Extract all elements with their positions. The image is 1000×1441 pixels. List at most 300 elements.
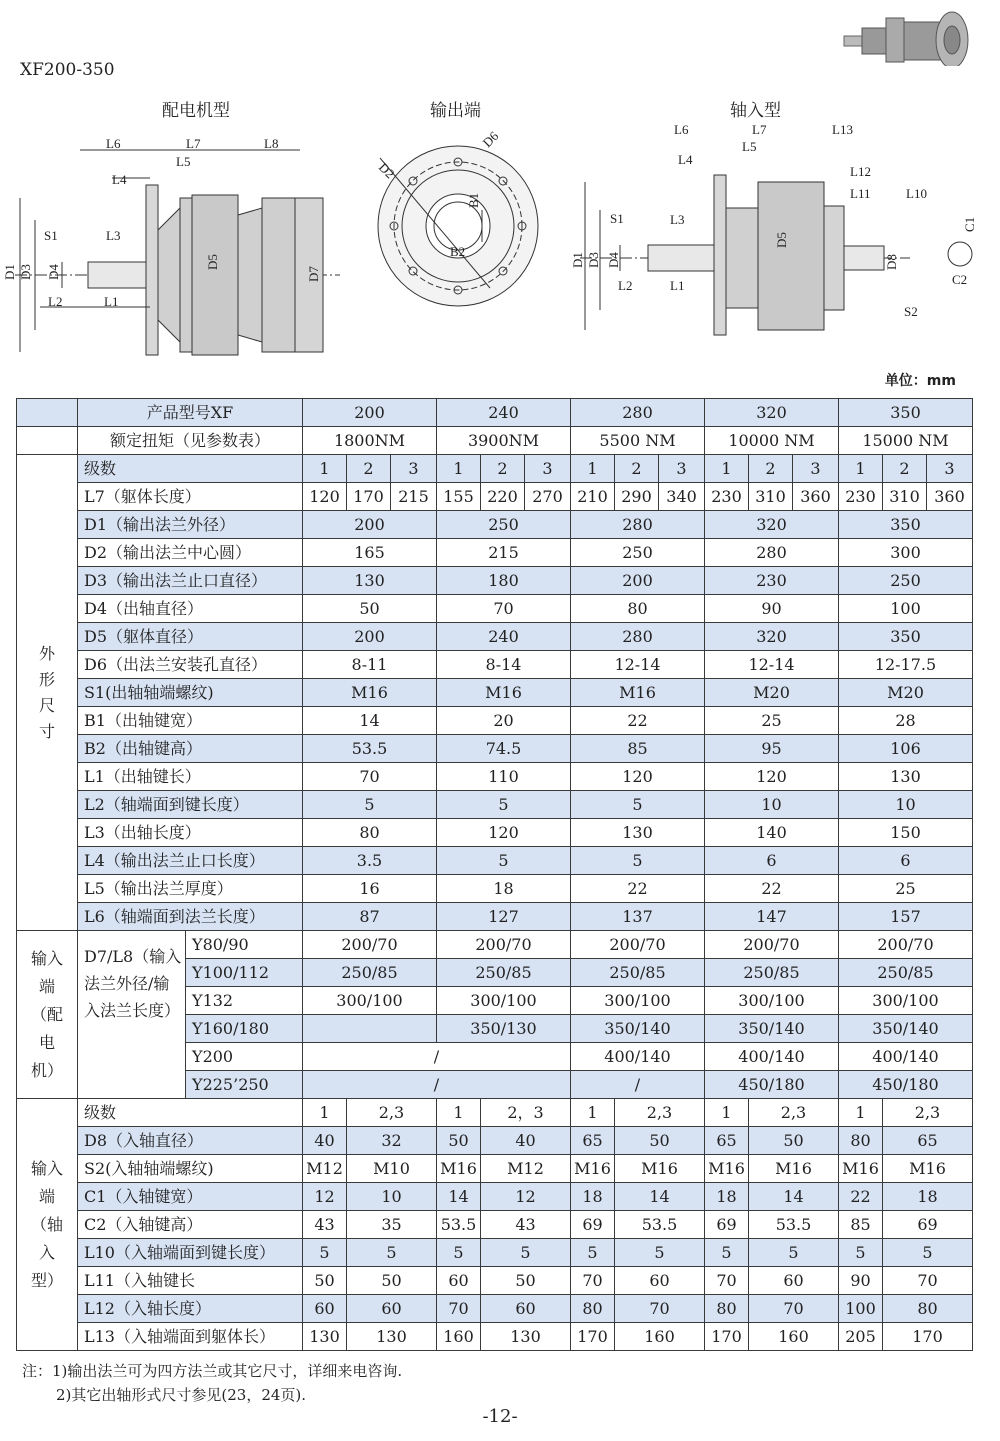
table-row xyxy=(17,735,973,763)
dimension-value: 22 xyxy=(839,1183,883,1211)
group-label-char: 尺 xyxy=(38,695,55,715)
svg-text:L5: L5 xyxy=(742,139,757,154)
svg-text:L5: L5 xyxy=(176,154,191,169)
dimension-value: 60 xyxy=(437,1267,481,1295)
dimension-label: L4（输出法兰止口长度） xyxy=(78,847,303,875)
dimension-value: 280 xyxy=(571,623,705,651)
table-row xyxy=(17,1267,973,1295)
dimension-value: 250 xyxy=(839,567,973,595)
svg-text:S2: S2 xyxy=(904,304,918,319)
dimension-value: 90 xyxy=(839,1267,883,1295)
stage-cell: 1 xyxy=(437,1099,481,1127)
dimension-value: 170 xyxy=(883,1323,973,1351)
motor-value: 200/70 xyxy=(839,931,973,959)
dimension-value: 80 xyxy=(705,1295,749,1323)
dimension-value: 8-11 xyxy=(303,651,437,679)
dimension-value: 200 xyxy=(303,511,437,539)
stage-cell: 3 xyxy=(525,455,571,483)
l7-label: L7（躯体长度） xyxy=(78,483,303,511)
l7-cell: 210 xyxy=(571,483,615,511)
table-row xyxy=(17,1295,973,1323)
svg-text:D4: D4 xyxy=(46,264,61,280)
motor-value: 450/180 xyxy=(839,1071,973,1099)
motor-type-drawing xyxy=(0,120,350,360)
dimension-value: 60 xyxy=(303,1295,347,1323)
dimension-value: 80 xyxy=(839,1127,883,1155)
table-row xyxy=(17,847,973,875)
dimension-value: 80 xyxy=(883,1295,973,1323)
dimension-value: 200 xyxy=(303,623,437,651)
motor-value: / xyxy=(571,1071,705,1099)
dimension-value: 12-14 xyxy=(571,651,705,679)
dimension-value: M20 xyxy=(705,679,839,707)
dimension-label: L10（入轴端面到键长度） xyxy=(78,1239,303,1267)
motor-value: 350/140 xyxy=(571,1015,705,1043)
dimension-value: 106 xyxy=(839,735,973,763)
dimension-label: D8（入轴直径） xyxy=(78,1127,303,1155)
dimension-value: 69 xyxy=(705,1211,749,1239)
motor-value: 350/140 xyxy=(705,1015,839,1043)
dimension-value: M16 xyxy=(437,1155,481,1183)
dimension-value: 60 xyxy=(347,1295,437,1323)
svg-text:D8: D8 xyxy=(884,254,899,270)
group-label-char: 形 xyxy=(38,669,55,689)
dimension-value: 35 xyxy=(347,1211,437,1239)
dimension-value: 18 xyxy=(437,875,571,903)
stage-label: 级数 xyxy=(78,455,303,483)
diagram-title-shaft: 轴入型 xyxy=(730,101,781,121)
dimension-value: 130 xyxy=(481,1323,571,1351)
dimension-value: 16 xyxy=(303,875,437,903)
dimension-value: 5 xyxy=(839,1239,883,1267)
dimension-value: 50 xyxy=(303,595,437,623)
dimension-value: 74.5 xyxy=(437,735,571,763)
dimension-value: M16 xyxy=(571,679,705,707)
dimension-label: D2（输出法兰中心圆） xyxy=(78,539,303,567)
motor-value: 200/70 xyxy=(437,931,571,959)
dimension-value: 5 xyxy=(303,791,437,819)
dimension-value: 280 xyxy=(705,539,839,567)
l7-cell: 220 xyxy=(481,483,525,511)
svg-text:D5: D5 xyxy=(774,232,789,248)
stage-cell: 1 xyxy=(705,455,749,483)
dimension-label: B1（出轴键宽） xyxy=(78,707,303,735)
l7-cell: 230 xyxy=(705,483,749,511)
table-row xyxy=(17,455,973,483)
dimension-value: 70 xyxy=(437,1295,481,1323)
table-row xyxy=(17,567,973,595)
svg-text:L8: L8 xyxy=(264,136,279,151)
svg-text:L3: L3 xyxy=(106,228,121,243)
dimension-value: 50 xyxy=(615,1127,705,1155)
dimension-value: 240 xyxy=(437,623,571,651)
output-end-drawing xyxy=(370,128,550,308)
dimension-value: 53.5 xyxy=(749,1211,839,1239)
dimension-label: L6（轴端面到法兰长度） xyxy=(78,903,303,931)
stage-cell: 3 xyxy=(391,455,437,483)
motor-value: / xyxy=(303,1043,571,1071)
dimension-value: 69 xyxy=(571,1211,615,1239)
dimension-value: 120 xyxy=(571,763,705,791)
dimension-value: 14 xyxy=(303,707,437,735)
motor-frame-label: Y80/90 xyxy=(186,931,303,959)
dimension-value: M16 xyxy=(303,679,437,707)
l7-cell: 310 xyxy=(749,483,793,511)
l7-cell: 215 xyxy=(391,483,437,511)
stage-label: 级数 xyxy=(78,1099,303,1127)
svg-text:L2: L2 xyxy=(48,294,63,309)
dimension-value: 5 xyxy=(615,1239,705,1267)
dimension-value: 10 xyxy=(347,1183,437,1211)
dimension-value: 5 xyxy=(437,791,571,819)
motor-value: 350/140 xyxy=(839,1015,973,1043)
dimension-value: M16 xyxy=(839,1155,883,1183)
dimension-label: L13（入轴端面到躯体长） xyxy=(78,1323,303,1351)
stage-cell: 2,3 xyxy=(883,1099,973,1127)
dimension-value: 160 xyxy=(749,1323,839,1351)
dimension-value: 130 xyxy=(839,763,973,791)
dimension-label: S1(出轴轴端螺纹) xyxy=(78,679,303,707)
dimension-value: M16 xyxy=(883,1155,973,1183)
spec-table xyxy=(16,398,973,1351)
l7-cell: 360 xyxy=(927,483,973,511)
dimension-value: 230 xyxy=(705,567,839,595)
dimension-value: 100 xyxy=(839,1295,883,1323)
dimension-label: B2（出轴键高） xyxy=(78,735,303,763)
dimension-value: 215 xyxy=(437,539,571,567)
table-row xyxy=(17,819,973,847)
stage-cell: 2 xyxy=(347,455,391,483)
dimension-value: 5 xyxy=(481,1239,571,1267)
stage-cell: 1 xyxy=(705,1099,749,1127)
dimension-value: 25 xyxy=(705,707,839,735)
dimension-value: 6 xyxy=(839,847,973,875)
l7-cell: 230 xyxy=(839,483,883,511)
dimension-value: 65 xyxy=(883,1127,973,1155)
table-row xyxy=(17,427,973,455)
dimension-value: 53.5 xyxy=(303,735,437,763)
table-row xyxy=(17,679,973,707)
dimension-value: 6 xyxy=(705,847,839,875)
dimension-value: 22 xyxy=(571,875,705,903)
dimension-value: 18 xyxy=(705,1183,749,1211)
motor-value: 350/130 xyxy=(437,1015,571,1043)
model-header: 350 xyxy=(839,399,973,427)
dimension-value: 5 xyxy=(705,1239,749,1267)
svg-text:L6: L6 xyxy=(674,122,689,137)
svg-text:D3: D3 xyxy=(586,252,601,268)
dimension-value: 130 xyxy=(571,819,705,847)
dimension-value: 160 xyxy=(437,1323,481,1351)
table-row xyxy=(17,483,973,511)
dimension-value: 70 xyxy=(303,763,437,791)
dimension-value: 130 xyxy=(347,1323,437,1351)
stage-cell: 2,3 xyxy=(347,1099,437,1127)
table-row xyxy=(17,707,973,735)
dimension-value: 14 xyxy=(615,1183,705,1211)
dimension-value: 320 xyxy=(705,511,839,539)
motor-value: 200/70 xyxy=(571,931,705,959)
dimension-value: 10 xyxy=(705,791,839,819)
l7-cell: 290 xyxy=(615,483,659,511)
table-row xyxy=(17,903,973,931)
l7-cell: 155 xyxy=(437,483,481,511)
dimension-value: 43 xyxy=(481,1211,571,1239)
dimension-value: 5 xyxy=(749,1239,839,1267)
torque-value: 3900NM xyxy=(437,427,571,455)
dimension-value: 160 xyxy=(615,1323,705,1351)
dimension-value: M16 xyxy=(749,1155,839,1183)
group-motor-input: 输入端（配电机） xyxy=(17,931,78,1099)
group-label-char: 外 xyxy=(38,643,55,663)
stage-cell: 2，3 xyxy=(481,1099,571,1127)
dimension-value: M16 xyxy=(705,1155,749,1183)
dimension-label: S2(入轴轴端螺纹) xyxy=(78,1155,303,1183)
dimension-value: 165 xyxy=(303,539,437,567)
dimension-value: 43 xyxy=(303,1211,347,1239)
model-header: 280 xyxy=(571,399,705,427)
header-corner xyxy=(17,427,78,455)
model-header: 240 xyxy=(437,399,571,427)
table-row xyxy=(17,511,973,539)
dimension-value: 5 xyxy=(303,1239,347,1267)
table-row xyxy=(17,875,973,903)
dimension-value: 147 xyxy=(705,903,839,931)
svg-text:D1: D1 xyxy=(2,264,17,280)
svg-text:B2: B2 xyxy=(450,244,466,259)
dimension-value: 32 xyxy=(347,1127,437,1155)
stage-cell: 2 xyxy=(749,455,793,483)
dimension-value: 85 xyxy=(839,1211,883,1239)
dimension-value: 50 xyxy=(437,1127,481,1155)
stage-cell: 1 xyxy=(303,455,347,483)
svg-text:S1: S1 xyxy=(44,228,58,243)
dimension-label: D4（出轴直径） xyxy=(78,595,303,623)
motor-frame-label: Y132 xyxy=(186,987,303,1015)
dimension-value: M16 xyxy=(615,1155,705,1183)
dimension-label: D6（出法兰安装孔直径） xyxy=(78,651,303,679)
svg-text:L7: L7 xyxy=(752,122,767,137)
svg-text:L7: L7 xyxy=(186,136,201,151)
dimension-value: 12-14 xyxy=(705,651,839,679)
dimension-value: 40 xyxy=(303,1127,347,1155)
dimension-value: 5 xyxy=(571,791,705,819)
table-row xyxy=(17,539,973,567)
torque-value: 5500 NM xyxy=(571,427,705,455)
group-outer-dimensions xyxy=(17,455,78,931)
diagram-title-output: 输出端 xyxy=(430,101,481,121)
motor-value: 250/85 xyxy=(437,959,571,987)
svg-text:B1: B1 xyxy=(466,192,481,208)
dimension-value: 130 xyxy=(303,567,437,595)
note-2: 2)其它出轴形式尺寸参见(23，24页). xyxy=(56,1386,307,1404)
stage-cell: 1 xyxy=(303,1099,347,1127)
dimension-value: 12 xyxy=(481,1183,571,1211)
svg-text:L10: L10 xyxy=(906,186,927,201)
stage-cell: 1 xyxy=(571,1099,615,1127)
svg-text:L13: L13 xyxy=(832,122,853,137)
dimension-value: 70 xyxy=(883,1267,973,1295)
dimension-value: 14 xyxy=(437,1183,481,1211)
table-row xyxy=(17,1239,973,1267)
dimension-value: 50 xyxy=(749,1127,839,1155)
dimension-label: L12（入轴长度） xyxy=(78,1295,303,1323)
svg-text:D2: D2 xyxy=(375,159,398,182)
dimension-value: 50 xyxy=(481,1267,571,1295)
torque-value: 15000 NM xyxy=(839,427,973,455)
dimension-value: 20 xyxy=(437,707,571,735)
dimension-value: 280 xyxy=(571,511,705,539)
dimension-value: 70 xyxy=(749,1295,839,1323)
model-title: XF200-350 xyxy=(20,60,115,80)
dimension-value: 180 xyxy=(437,567,571,595)
table-row xyxy=(17,791,973,819)
table-row xyxy=(17,1211,973,1239)
dimension-value: 69 xyxy=(883,1211,973,1239)
dimension-value: 250 xyxy=(437,511,571,539)
dimension-value: 3.5 xyxy=(303,847,437,875)
svg-text:L3: L3 xyxy=(670,212,685,227)
motor-value: 200/70 xyxy=(705,931,839,959)
svg-text:C2: C2 xyxy=(952,272,968,287)
dimension-value: 65 xyxy=(571,1127,615,1155)
motor-value: 300/100 xyxy=(303,987,437,1015)
dimension-value: 14 xyxy=(749,1183,839,1211)
dimension-value: 12-17.5 xyxy=(839,651,973,679)
svg-text:D5: D5 xyxy=(205,254,220,270)
dimension-label: C1（入轴键宽） xyxy=(78,1183,303,1211)
note-1: 注：1)输出法兰可为四方法兰或其它尺寸，详细来电咨询. xyxy=(22,1362,403,1380)
svg-text:L4: L4 xyxy=(678,152,693,167)
dimension-label: L2（轴端面到键长度） xyxy=(78,791,303,819)
motor-value: 250/85 xyxy=(839,959,973,987)
svg-text:D1: D1 xyxy=(570,252,585,268)
dimension-value: 5 xyxy=(883,1239,973,1267)
dimension-value: M12 xyxy=(303,1155,347,1183)
stage-cell: 3 xyxy=(659,455,705,483)
stage-cell: 1 xyxy=(839,1099,883,1127)
stage-cell: 2,3 xyxy=(615,1099,705,1127)
dimension-value: M16 xyxy=(437,679,571,707)
dimension-value: 170 xyxy=(571,1323,615,1351)
stage-cell: 1 xyxy=(437,455,481,483)
svg-text:S1: S1 xyxy=(610,211,624,226)
dimension-value: 10 xyxy=(839,791,973,819)
svg-text:L12: L12 xyxy=(850,164,871,179)
dimension-value: 28 xyxy=(839,707,973,735)
table-row xyxy=(17,399,973,427)
dimension-value: 18 xyxy=(571,1183,615,1211)
dimension-label: D3（输出法兰止口直径） xyxy=(78,567,303,595)
product-thumbnail xyxy=(842,6,970,66)
svg-text:L1: L1 xyxy=(104,294,119,309)
torque-value: 1800NM xyxy=(303,427,437,455)
motor-sub-label: D7/L8（输入法兰外径/输入法兰长度） xyxy=(78,931,186,1099)
dimension-value: 95 xyxy=(705,735,839,763)
table-row xyxy=(17,1183,973,1211)
table-row xyxy=(17,1127,973,1155)
dimension-value: 170 xyxy=(705,1323,749,1351)
motor-value: 300/100 xyxy=(571,987,705,1015)
dimension-label: D5（躯体直径） xyxy=(78,623,303,651)
motor-value: 300/100 xyxy=(705,987,839,1015)
dimension-value: 85 xyxy=(571,735,705,763)
dimension-value: 70 xyxy=(705,1267,749,1295)
dimension-value: 70 xyxy=(571,1267,615,1295)
table-row xyxy=(17,595,973,623)
motor-value: 400/140 xyxy=(571,1043,705,1071)
dimension-value: 22 xyxy=(705,875,839,903)
table-row xyxy=(17,1323,973,1351)
dimension-value: 157 xyxy=(839,903,973,931)
l7-cell: 270 xyxy=(525,483,571,511)
l7-cell: 310 xyxy=(883,483,927,511)
dimension-label: D1（输出法兰外径） xyxy=(78,511,303,539)
model-header: 320 xyxy=(705,399,839,427)
dimension-value: 150 xyxy=(839,819,973,847)
dimension-value: 350 xyxy=(839,511,973,539)
l7-cell: 120 xyxy=(303,483,347,511)
dimension-value: 120 xyxy=(705,763,839,791)
dimension-value: 70 xyxy=(437,595,571,623)
dimension-value: 5 xyxy=(437,847,571,875)
dimension-value: 5 xyxy=(347,1239,437,1267)
header-corner xyxy=(17,399,78,427)
svg-text:D3: D3 xyxy=(18,264,33,280)
stage-cell: 1 xyxy=(839,455,883,483)
dimension-value: 350 xyxy=(839,623,973,651)
dimension-value: M20 xyxy=(839,679,973,707)
dimension-value: 130 xyxy=(303,1323,347,1351)
dimension-value: 18 xyxy=(883,1183,973,1211)
motor-value: 450/180 xyxy=(705,1071,839,1099)
stage-cell: 2 xyxy=(615,455,659,483)
stage-cell: 1 xyxy=(571,455,615,483)
diagram-title-motor: 配电机型 xyxy=(162,101,230,121)
motor-frame-label: Y200 xyxy=(186,1043,303,1071)
dimension-label: L11（入轴键长 xyxy=(78,1267,303,1295)
table-row xyxy=(17,931,973,959)
unit-label: 单位：mm xyxy=(884,373,956,389)
dimension-value: 80 xyxy=(571,595,705,623)
dimension-value: 50 xyxy=(347,1267,437,1295)
motor-value: 400/140 xyxy=(705,1043,839,1071)
svg-text:L4: L4 xyxy=(112,172,127,187)
group-label-char: 寸 xyxy=(38,721,55,741)
dimension-value: 80 xyxy=(303,819,437,847)
table-row xyxy=(17,763,973,791)
dimension-value: 250 xyxy=(571,539,705,567)
dimension-value: 65 xyxy=(705,1127,749,1155)
stage-cell: 3 xyxy=(793,455,839,483)
dimension-value: 100 xyxy=(839,595,973,623)
dimension-label: C2（入轴键高） xyxy=(78,1211,303,1239)
dimension-value: 40 xyxy=(481,1127,571,1155)
table-row xyxy=(17,1099,973,1127)
svg-text:L1: L1 xyxy=(670,278,685,293)
shaft-input-drawing xyxy=(570,120,980,340)
dimension-value: M10 xyxy=(347,1155,437,1183)
dimension-value: 5 xyxy=(571,1239,615,1267)
dimension-value: 90 xyxy=(705,595,839,623)
table-row xyxy=(17,651,973,679)
motor-frame-label: Y225’250 xyxy=(186,1071,303,1099)
table-row xyxy=(17,623,973,651)
motor-value: / xyxy=(303,1071,571,1099)
svg-text:L2: L2 xyxy=(618,278,633,293)
dimension-value: 22 xyxy=(571,707,705,735)
dimension-value: 70 xyxy=(615,1295,705,1323)
